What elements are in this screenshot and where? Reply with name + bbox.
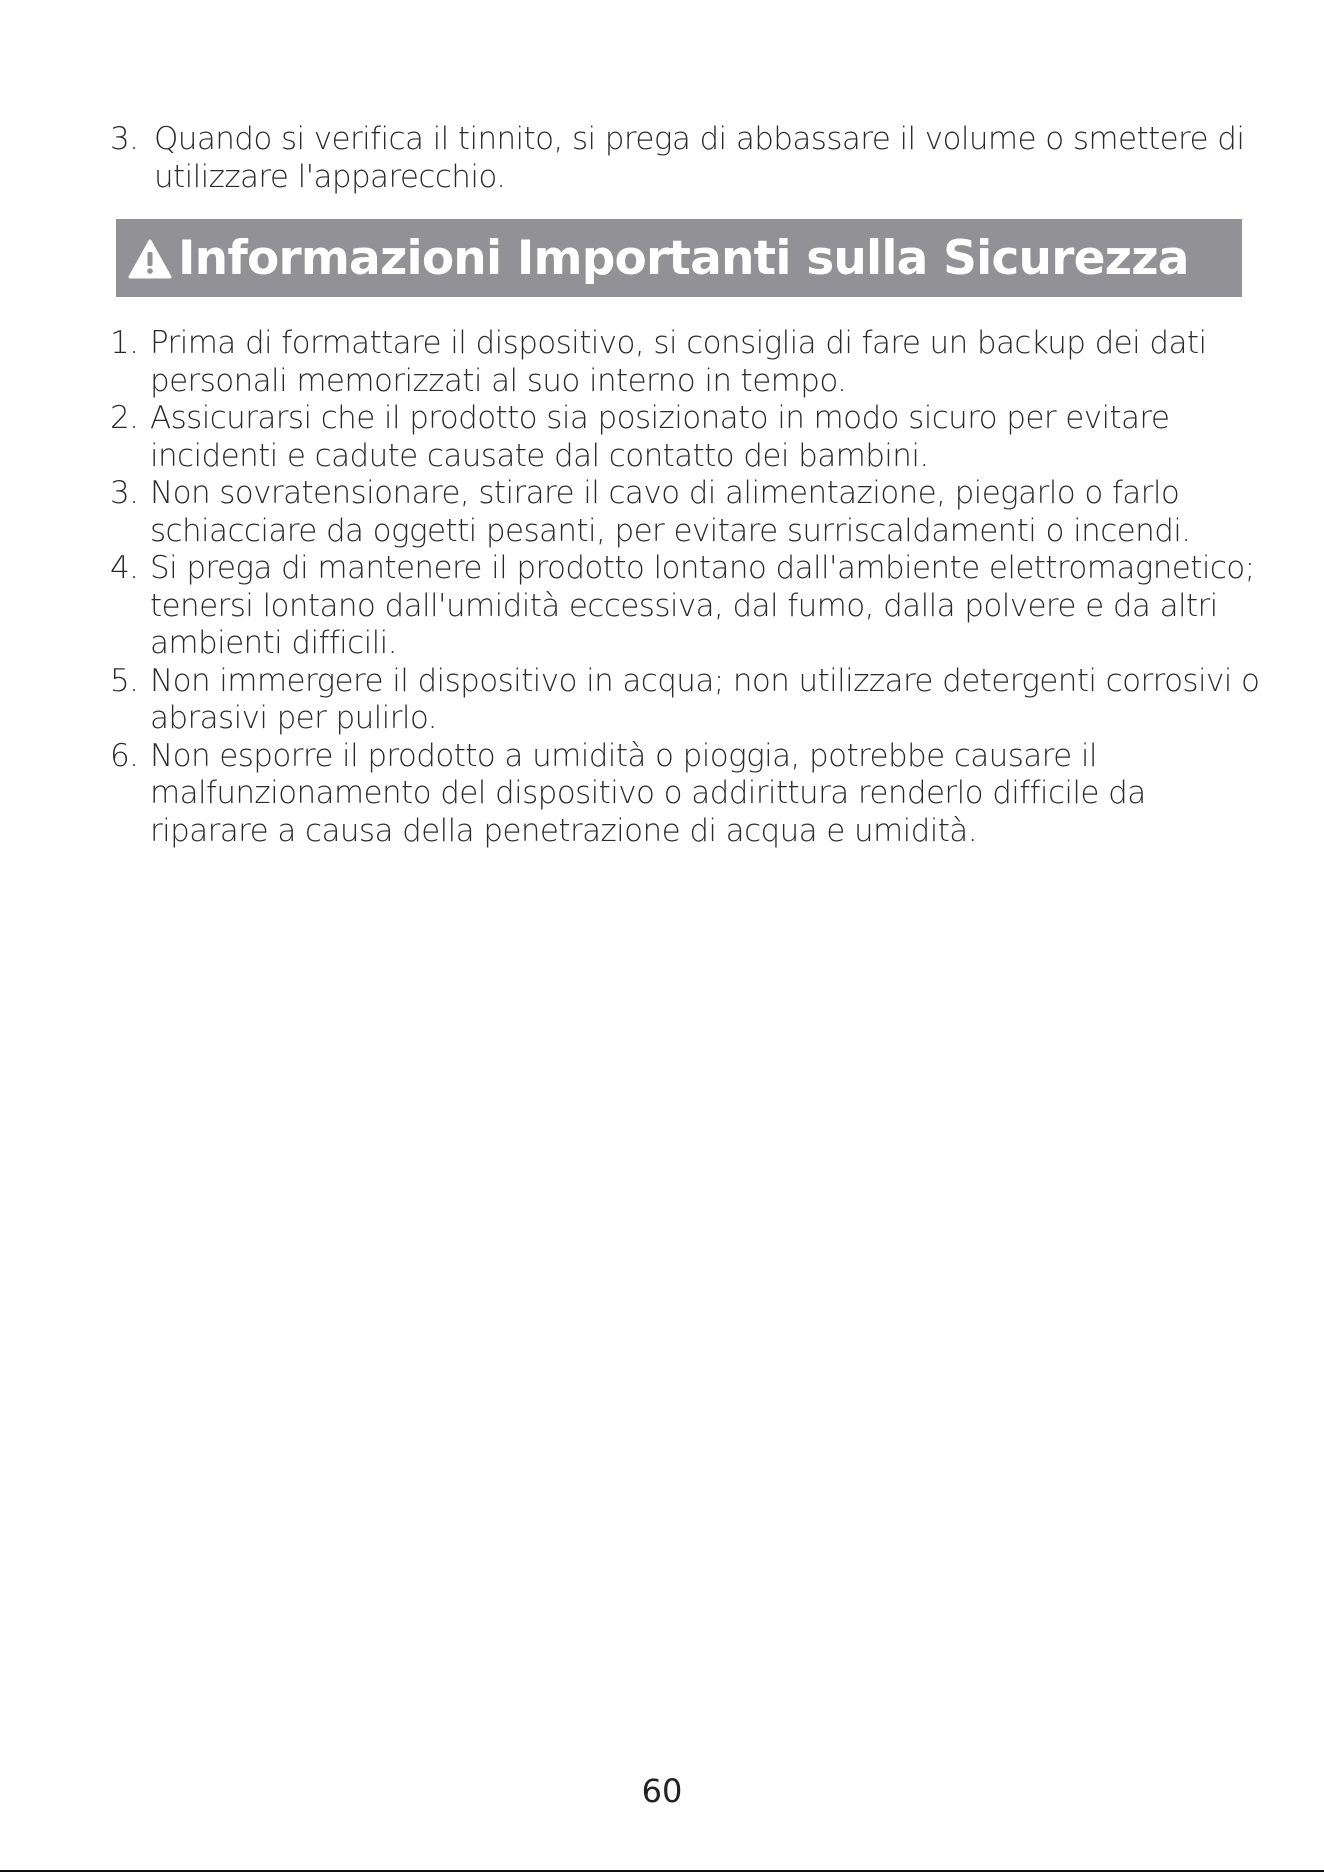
safety-section-banner (116, 219, 1242, 297)
list-item-number: 6. (110, 737, 139, 774)
list-item-text: Quando si verifica il tinnito, si prega di abbassare il volume o smettere di utilizzare l'apparecchio. (154, 121, 1245, 195)
list-item-number: 3. (110, 121, 139, 157)
list-item-text: Prima di formattare il dispositivo, si consiglia di fare un backup dei dati personali memorizzati al suo interno in tempo. (150, 325, 1207, 399)
list-item (110, 738, 1260, 851)
list-item-number: 3. (110, 475, 139, 511)
list-item-number: 2. (110, 400, 139, 436)
list-item-number: 4. (110, 550, 139, 586)
previous-list (110, 121, 1260, 196)
section-title: Informazioni Importanti sulla Sicurezza (178, 230, 1189, 286)
list-item-text: Assicurarsi che il prodotto sia posizionato in modo sicuro per evitare incidenti e cadute causate dal contatto dei bambini. (150, 400, 1170, 474)
list-item (110, 121, 1260, 196)
safety-list (110, 325, 1260, 850)
list-item (110, 400, 1260, 475)
list-item (110, 550, 1260, 663)
list-item-text: Si prega di mantenere il prodotto lontano dall'ambiente elettromagnetico; tenersi lontano dall'umidità eccessiva, dal fumo, dalla polvere e da altri ambienti difficili. (150, 550, 1255, 661)
warning-triangle-icon (128, 239, 172, 279)
list-item (110, 475, 1260, 550)
list-item-text: Non sovratensionare, stirare il cavo di alimentazione, piegarlo o farlo schiacciare da oggetti pesanti, per evitare surriscaldamenti o incendi. (150, 475, 1191, 549)
list-item-number: 1. (110, 325, 139, 361)
list-item-text: Non immergere il dispositivo in acqua; non utilizzare detergenti corrosivi o abrasivi per pulirlo. (150, 662, 1260, 736)
page-number: 60 (641, 1772, 683, 1810)
list-item (110, 663, 1260, 738)
list-item-number: 5. (110, 662, 139, 699)
list-item-text: Non esporre il prodotto a umidità o pioggia, potrebbe causare il malfunzionamento del dispositivo o addirittura renderlo difficile da riparare a causa della penetrazione di acqua e umidità. (150, 737, 1146, 849)
list-item (110, 325, 1260, 400)
